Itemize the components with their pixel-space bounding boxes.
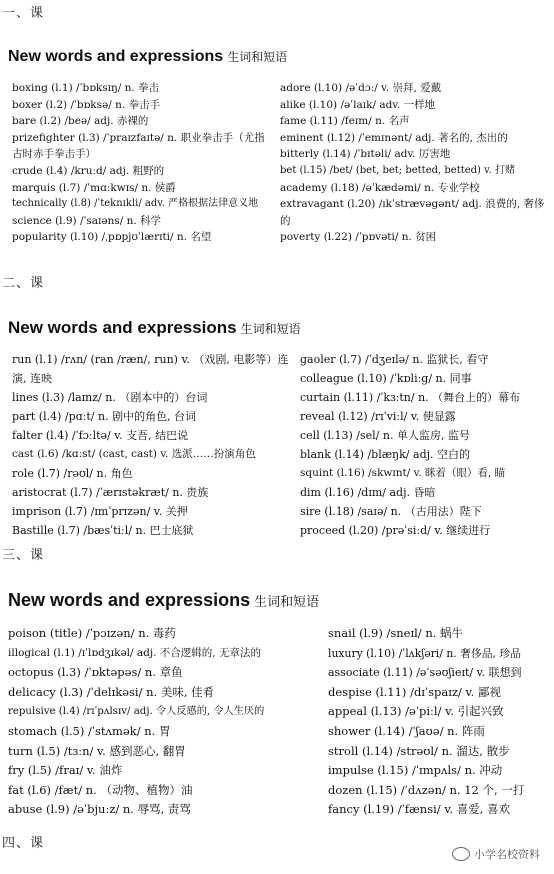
vocab-entry: bet (l.15) /bet/ (bet, bet; betted, betted) v. 打赌 [280, 164, 515, 176]
vocab-entry: illogical (l.1) /ɪˈlɒdʒɪkəl/ adj. 不合逻辑的, 无章法的 [8, 646, 261, 659]
vocab-entry: sire (l.18) /saɪə/ n. （古用法）陛下 [300, 505, 482, 518]
watermark [452, 846, 540, 862]
vocab-entry: lines (l.3) /laɪnz/ n. （剧本中的）台词 [12, 391, 208, 404]
vocab-entry: appeal (l.13) /əˈpiːl/ v. 引起兴致 [328, 704, 504, 719]
lesson-3-label: 三、课 [2, 548, 45, 563]
vocab-entry: squint (l.16) /skwɪnt/ v. 眯着（眼）看, 瞄 [300, 467, 506, 479]
vocab-entry: impulse (l.15) /ˈɪmpʌls/ n. 冲动 [328, 763, 503, 778]
vocab-entry: colleague (l.10) /ˈkɒliːg/ n. 同事 [300, 372, 472, 385]
lesson-1-left-column [12, 80, 274, 246]
vocab-entry: marquis (l.7) /ˈmɑːkwɪs/ n. 侯爵 [12, 181, 176, 194]
vocab-entry: imprison (l.7) /ɪmˈprɪzən/ v. 关押 [12, 505, 188, 518]
vocab-entry: adore (l.10) /əˈdɔː/ v. 崇拜, 爱戴 [280, 82, 442, 94]
vocab-entry: fame (l.11) /feɪm/ n. 名声 [280, 115, 410, 128]
lesson-1-label: 一、课 [2, 6, 45, 21]
vocab-entry: proceed (l.20) /prəˈsiːd/ v. 继续进行 [300, 524, 491, 537]
vocab-entry: Bastille (l.7) /bæsˈtiːl/ n. 巴士底狱 [12, 524, 194, 537]
lesson-4-label: 四、课 [2, 836, 45, 851]
lesson-3-title: New words and expressions 生词和短语 [8, 590, 320, 610]
vocab-entry: part (l.4) /pɑːt/ n. 剧中的角色, 台词 [12, 410, 197, 423]
vocab-entry: associate (l.11) /əˈsəʊʃieɪt/ v. 联想到 [328, 666, 522, 680]
lesson-1-title: New words and expressions 生词和短语 [8, 48, 288, 65]
vocab-entry: bare (l.2) /beə/ adj. 赤裸的 [12, 115, 149, 128]
vocab-entry: crude (l.4) /kruːd/ adj. 粗野的 [12, 164, 165, 177]
vocab-entry: dim (l.16) /dɪm/ adj. 昏暗 [300, 486, 436, 499]
vocab-entry: blank (l.14) /blæŋk/ adj. 空白的 [300, 448, 471, 461]
vocab-entry: fry (l.5) /fraɪ/ v. 油炸 [8, 763, 123, 778]
vocab-entry: cell (l.13) /sel/ n. 单人监房, 监号 [300, 429, 470, 442]
vocab-entry: poverty (l.22) /ˈpɒvəti/ n. 贫困 [280, 231, 437, 244]
vocab-entry: luxury (l.10) /ˈlʌkʃəri/ n. 奢侈品, 珍品 [328, 646, 521, 660]
vocab-entry: academy (l.18) /əˈkædəmi/ n. 专业学校 [280, 181, 480, 194]
vocab-entry: role (l.7) /rəʊl/ n. 角色 [12, 467, 133, 480]
vocab-entry: run (l.1) /rʌn/ (ran /ræn/, run) v. （戏剧, 电影等）连演, 连映 [12, 353, 289, 385]
lesson-2-right-column [300, 350, 552, 540]
lesson-1-right-column [280, 80, 550, 246]
lesson-2-left-column [12, 350, 292, 540]
vocab-entry: aristocrat (l.7) /ˈærɪstəkræt/ n. 贵族 [12, 486, 209, 499]
vocab-entry: science (l.9) /ˈsaɪəns/ n. 科学 [12, 214, 162, 227]
vocab-entry: alike (l.10) /əˈlaɪk/ adv. 一样地 [280, 98, 436, 111]
lesson-2-title: New words and expressions 生词和短语 [8, 318, 301, 337]
vocab-entry: technically (l.8) /ˈteknɪkli/ adv. 严格根据法律意义地 [12, 198, 259, 210]
vocab-entry: snail (l.9) /sneɪl/ n. 蜗牛 [328, 626, 464, 640]
vocab-entry: boxing (l.1) /ˈbɒksɪŋ/ n. 拳击 [12, 82, 160, 94]
vocab-entry: cast (l.6) /kɑːst/ (cast, cast) v. 选派……扮演角色 [12, 448, 256, 460]
vocab-entry: boxer (l.2) /ˈbɒksə/ n. 拳击手 [12, 98, 161, 111]
vocab-entry: fat (l.6) /fæt/ n. （动物、植物）油 [8, 782, 193, 797]
vocab-entry: popularity (l.10) /ˌpɒpjʊˈlærɪti/ n. 名望 [12, 231, 212, 244]
watermark-text: 小学名校资料 [474, 848, 540, 861]
vocab-entry: falter (l.4) /ˈfɔːltə/ v. 支吾, 结巴说 [12, 429, 189, 442]
vocab-entry: eminent (l.12) /ˈemɪnənt/ adj. 著名的, 杰出的 [280, 131, 508, 144]
vocab-entry: repulsive (l.4) /rɪˈpʌlsɪv/ adj. 令人反感的, 令人生厌的 [8, 706, 265, 718]
vocab-entry: curtain (l.11) /ˈkɜːtn/ n. （舞台上的）幕布 [300, 391, 521, 404]
vocab-entry: prizefighter (l.3) /ˈpraɪzfaɪtə/ n. 职业拳击手（尤指古时赤手拳击手） [12, 131, 265, 161]
vocab-entry: stroll (l.14) /strəʊl/ n. 溜达, 散步 [328, 743, 510, 758]
vocab-entry: abuse (l.9) /əˈbjuːz/ n. 辱骂, 责骂 [8, 802, 191, 817]
wechat-icon [452, 847, 470, 861]
vocab-entry: gaoler (l.7) /ˈdʒeɪlə/ n. 监狱长, 看守 [300, 353, 489, 366]
vocab-entry: reveal (l.12) /rɪˈviːl/ v. 使显露 [300, 410, 456, 423]
vocab-entry: shower (l.14) /ˈʃaʊə/ n. 阵雨 [328, 723, 485, 738]
vocab-entry: delicacy (l.3) /ˈdelɪkəsi/ n. 美味, 佳肴 [8, 684, 215, 699]
lesson-2-label: 二、课 [2, 276, 45, 291]
vocab-entry: stomach (l.5) /ˈstʌmək/ n. 胃 [8, 723, 171, 738]
vocab-entry: despise (l.11) /dɪˈspaɪz/ v. 鄙视 [328, 684, 501, 699]
vocab-entry: poison (title) /ˈpɔɪzən/ n. 毒药 [8, 626, 176, 640]
vocab-entry: extravagant (l.20) /ɪkˈstrævəgənt/ adj. 浪费的, 奢侈的 [280, 198, 545, 227]
vocab-entry: turn (l.5) /tɜːn/ v. 感到恶心, 翻胃 [8, 743, 186, 758]
lesson-3-right-column [328, 624, 552, 820]
vocab-entry: bitterly (l.14) /ˈbɪtəli/ adv. 厉害地 [280, 148, 451, 161]
vocab-entry: fancy (l.19) /ˈfænsi/ v. 喜爱, 喜欢 [328, 802, 511, 817]
vocab-entry: octopus (l.3) /ˈɒktəpəs/ n. 章鱼 [8, 665, 183, 680]
lesson-3-left-column [8, 624, 328, 820]
vocab-entry: dozen (l.15) /ˈdʌzən/ n. 12 个, 一打 [328, 782, 525, 797]
